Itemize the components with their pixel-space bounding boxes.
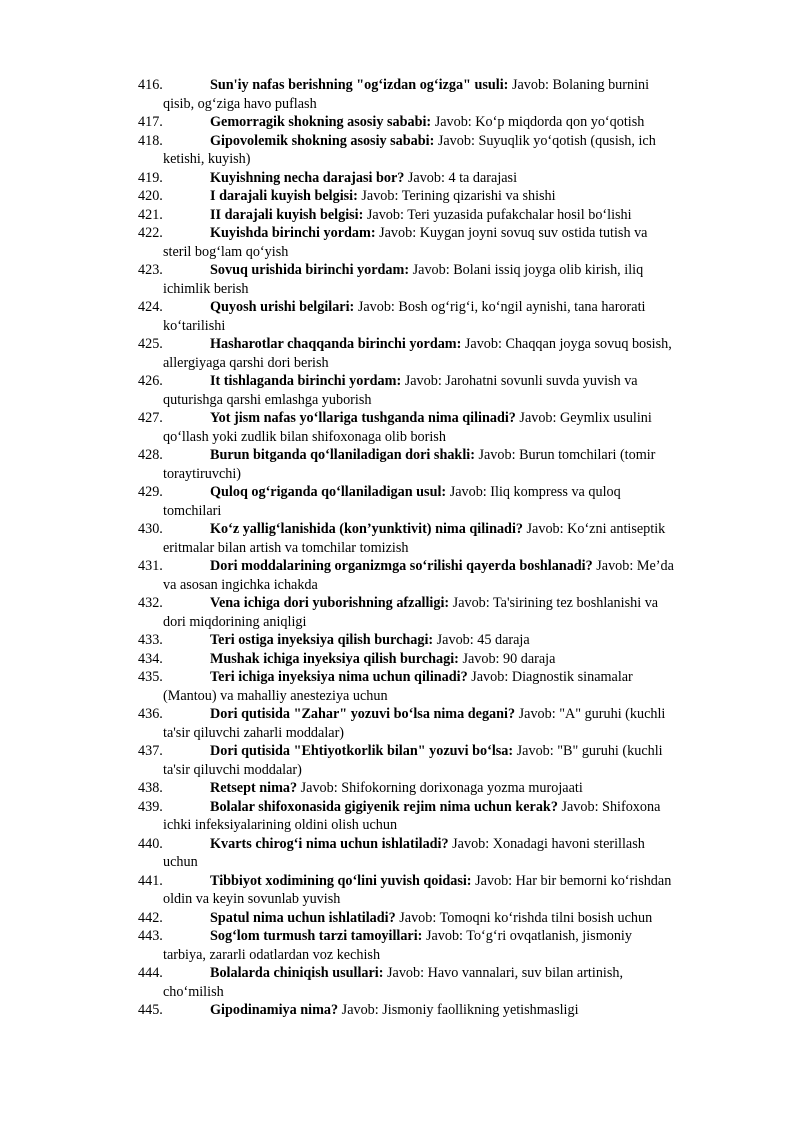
item-number: 436. — [138, 706, 163, 722]
item-number: 427. — [138, 410, 163, 426]
qa-item — [0, 187, 800, 206]
item-number: 430. — [138, 521, 163, 537]
answer-text: Javob: To‘g‘ri ovqatlanish, jismoniy — [425, 928, 632, 944]
answer-continuation: ichki infeksiyalarining oldini olish uchun — [163, 817, 398, 833]
answer-continuation: qo‘llash yoki zudlik bilan shifoxonaga olib borish — [163, 428, 446, 445]
question-text: Sun'iy nafas berishning "og‘izdan og‘izga" usuli: — [210, 77, 509, 93]
answer-text: Javob: Bolaning burnini — [511, 77, 650, 93]
qa-item-first-line — [0, 224, 800, 243]
qa-item-first-line — [0, 261, 800, 280]
qa-item — [0, 261, 800, 298]
item-number: 439. — [138, 798, 163, 815]
qa-item-first-line — [0, 409, 800, 428]
question-text: Tibbiyot xodimining qo‘lini yuvish qoidasi: — [210, 872, 472, 889]
answer-continuation: va asosan ingichka ichakda — [163, 576, 318, 593]
qa-item-first-line — [0, 668, 800, 687]
qa-item — [0, 132, 800, 169]
answer-continuation: ketishi, kuyish) — [163, 151, 251, 167]
qa-item-first-line — [0, 631, 800, 650]
answer-text: Javob: Ko‘zni antiseptik — [526, 521, 666, 537]
qa-item — [0, 1001, 800, 1020]
answer-text: Javob: Diagnostik sinamalar — [471, 669, 633, 685]
question-text: Burun bitganda qo‘llaniladigan dori shakli: — [210, 447, 475, 463]
question-text: Sog‘lom turmush tarzi tamoyillari: — [210, 928, 423, 944]
qa-item-first-line — [0, 206, 800, 225]
question-text: Spatul nima uchun ishlatiladi? — [210, 909, 396, 926]
item-number: 417. — [138, 114, 163, 130]
answer-continuation: steril bog‘lam qo‘yish — [163, 243, 289, 260]
question-text: Kvarts chirog‘i nima uchun ishlatiladi? — [210, 835, 449, 852]
answer-continuation: cho‘milish — [163, 983, 224, 1000]
answer-text: Javob: Havo vannalari, suv bilan artinish, — [387, 965, 624, 981]
qa-item-first-line — [0, 872, 800, 891]
answer-continuation: oldin va keyin sovunlab yuvish — [163, 891, 341, 907]
answer-continuation: allergiyaga qarshi dori berish — [163, 354, 329, 371]
answer-continuation: dori miqdorining aniqligi — [163, 613, 307, 630]
item-number: 432. — [138, 595, 163, 611]
qa-item-first-line — [0, 1001, 800, 1020]
item-number: 441. — [138, 872, 163, 889]
question-text: Ko‘z yallig‘lanishida (kon’yunktivit) nima qilinadi? — [210, 521, 523, 537]
question-text: I darajali kuyish belgisi: — [210, 188, 358, 204]
qa-item-first-line — [0, 76, 800, 95]
answer-text: Javob: Geymlix usulini — [519, 410, 652, 426]
qa-item-first-line — [0, 650, 800, 669]
qa-item-first-line — [0, 557, 800, 576]
question-text: Dori qutisida "Ehtiyotkorlik bilan" yozuvi bo‘lsa: — [210, 743, 514, 759]
answer-text: Javob: Kuygan joyni sovuq suv ostida tutish va — [379, 225, 648, 241]
qa-item-first-line — [0, 298, 800, 317]
answer-continuation: tarbiya, zararli odatlardan voz kechish — [163, 946, 381, 963]
answer-text: Javob: Teri yuzasida pufakchalar hosil bo‘lishi — [366, 206, 632, 223]
answer-text: Javob: Suyuqlik yo‘qotish (qusish, ich — [437, 132, 656, 149]
answer-continuation: eritmalar bilan artish va tomchilar tomizish — [163, 539, 409, 556]
answer-text: Javob: Terining qizarishi va shishi — [361, 188, 556, 204]
question-text: Quloq og‘riganda qo‘llaniladigan usul: — [210, 484, 447, 500]
question-text: II darajali kuyish belgisi: — [210, 206, 364, 223]
qa-item — [0, 483, 800, 520]
qa-item — [0, 594, 800, 631]
item-number: 424. — [138, 299, 163, 315]
item-number: 425. — [138, 336, 163, 352]
answer-text: Javob: Jismoniy faollikning yetishmasligi — [341, 1002, 579, 1018]
qa-item — [0, 335, 800, 372]
answer-continuation: (Mantou) va mahalliy anesteziya uchun — [163, 687, 388, 704]
answer-continuation: qisib, og‘ziga havo puflash — [163, 95, 317, 112]
item-number: 445. — [138, 1002, 163, 1018]
qa-item — [0, 298, 800, 335]
item-number: 418. — [138, 132, 163, 149]
answer-text: Javob: Shifokorning dorixonaga yozma murojaati — [300, 780, 583, 796]
answer-continuation: toraytiruvchi) — [163, 465, 242, 482]
question-text: Hasharotlar chaqqanda birinchi yordam: — [210, 336, 462, 352]
qa-item — [0, 909, 800, 928]
answer-text: Javob: Tomoqni ko‘rishda tilni bosish uchun — [399, 909, 653, 926]
answer-text: Javob: 90 daraja — [462, 650, 556, 667]
qa-item — [0, 76, 800, 113]
question-text: Dori moddalarining organizmga so‘rilishi qayerda boshlanadi? — [210, 558, 593, 574]
question-text: Sovuq urishida birinchi yordam: — [210, 262, 410, 278]
item-number: 421. — [138, 206, 163, 223]
qa-item — [0, 927, 800, 964]
item-number: 426. — [138, 373, 163, 389]
qa-item — [0, 206, 800, 225]
question-text: It tishlaganda birinchi yordam: — [210, 373, 402, 389]
qa-item-first-line — [0, 132, 800, 151]
qa-item-first-line — [0, 187, 800, 206]
qa-list — [0, 76, 800, 1020]
qa-item — [0, 169, 800, 188]
item-number: 423. — [138, 262, 163, 278]
item-number: 442. — [138, 909, 163, 926]
answer-text: Javob: "B" guruhi (kuchli — [516, 743, 663, 759]
qa-item-first-line — [0, 835, 800, 854]
answer-continuation: tomchilari — [163, 502, 222, 519]
answer-text: Javob: Jarohatni sovunli suvda yuvish va — [404, 373, 638, 389]
answer-continuation: quturishga qarshi emlashga yuborish — [163, 391, 372, 408]
qa-item-first-line — [0, 705, 800, 724]
answer-text: Javob: Shifoxona — [561, 798, 661, 815]
qa-item — [0, 372, 800, 409]
qa-item — [0, 872, 800, 909]
answer-text: Javob: Xonadagi havoni sterillash — [452, 835, 645, 852]
qa-item — [0, 113, 800, 132]
answer-text: Javob: Iliq kompress va quloq — [449, 484, 621, 500]
answer-text: Javob: Bosh og‘rig‘i, ko‘ngil aynishi, tana harorati — [357, 299, 646, 315]
question-text: Teri ichiga inyeksiya nima uchun qilinadi? — [210, 669, 468, 685]
question-text: Gipodinamiya nima? — [210, 1002, 339, 1018]
question-text: Dori qutisida "Zahar" yozuvi bo‘lsa nima degani? — [210, 706, 516, 722]
qa-item — [0, 964, 800, 1001]
item-number: 431. — [138, 558, 163, 574]
qa-item-first-line — [0, 798, 800, 817]
question-text: Kuyishda birinchi yordam: — [210, 225, 376, 241]
item-number: 434. — [138, 650, 163, 667]
qa-item — [0, 557, 800, 594]
qa-item-first-line — [0, 779, 800, 798]
item-number: 444. — [138, 965, 163, 981]
answer-continuation: ta'sir qiluvchi moddalar) — [163, 761, 302, 778]
answer-text: Javob: 45 daraja — [436, 632, 530, 648]
item-number: 440. — [138, 835, 163, 852]
question-text: Gipovolemik shokning asosiy sababi: — [210, 132, 435, 149]
answer-text: Javob: Me’da — [596, 558, 674, 574]
item-number: 437. — [138, 743, 163, 759]
question-text: Mushak ichiga inyeksiya qilish burchagi: — [210, 650, 459, 667]
answer-continuation: uchun — [163, 854, 198, 870]
qa-item-first-line — [0, 909, 800, 928]
qa-item — [0, 631, 800, 650]
answer-continuation: ko‘tarilishi — [163, 317, 226, 334]
qa-item-first-line — [0, 964, 800, 983]
item-number: 438. — [138, 780, 163, 796]
qa-item-first-line — [0, 335, 800, 354]
item-number: 443. — [138, 928, 163, 944]
item-number: 416. — [138, 77, 163, 93]
question-text: Vena ichiga dori yuborishning afzalligi: — [210, 595, 450, 611]
qa-item-first-line — [0, 520, 800, 539]
answer-continuation: ichimlik berish — [163, 280, 249, 297]
question-text: Quyosh urishi belgilari: — [210, 299, 355, 315]
qa-item-first-line — [0, 483, 800, 502]
qa-item — [0, 520, 800, 557]
question-text: Kuyishning necha darajasi bor? — [210, 169, 405, 186]
item-number: 419. — [138, 169, 163, 186]
answer-text: Javob: Har bir bemorni ko‘rishdan — [475, 872, 672, 889]
qa-item — [0, 779, 800, 798]
answer-text: Javob: Chaqqan joyga sovuq bosish, — [464, 336, 672, 352]
question-text: Gemorragik shokning asosiy sababi: — [210, 114, 432, 130]
qa-item — [0, 705, 800, 742]
question-text: Bolalar shifoxonasida gigiyenik rejim nima uchun kerak? — [210, 798, 558, 815]
qa-item-first-line — [0, 169, 800, 188]
answer-continuation: ta'sir qiluvchi zaharli moddalar) — [163, 724, 345, 741]
qa-item — [0, 835, 800, 872]
qa-item — [0, 224, 800, 261]
qa-item-first-line — [0, 742, 800, 761]
answer-text: Javob: 4 ta darajasi — [407, 169, 518, 186]
item-number: 422. — [138, 225, 163, 241]
qa-item — [0, 409, 800, 446]
answer-text: Javob: "A" guruhi (kuchli — [518, 706, 666, 722]
item-number: 433. — [138, 632, 163, 648]
question-text: Retsept nima? — [210, 780, 298, 796]
qa-item-first-line — [0, 113, 800, 132]
answer-text: Javob: Ta'sirining tez boshlanishi va — [452, 595, 659, 611]
qa-item-first-line — [0, 594, 800, 613]
item-number: 435. — [138, 669, 163, 685]
answer-text: Javob: Burun tomchilari (tomir — [478, 447, 656, 463]
question-text: Yot jism nafas yo‘llariga tushganda nima qilinadi? — [210, 410, 516, 426]
qa-item — [0, 668, 800, 705]
answer-text: Javob: Bolani issiq joyga olib kirish, iliq — [412, 262, 644, 278]
item-number: 420. — [138, 188, 163, 204]
item-number: 428. — [138, 447, 163, 463]
qa-item-first-line — [0, 446, 800, 465]
qa-item-first-line — [0, 927, 800, 946]
item-number: 429. — [138, 484, 163, 500]
qa-item-first-line — [0, 372, 800, 391]
qa-item — [0, 742, 800, 779]
qa-item — [0, 446, 800, 483]
question-text: Bolalarda chiniqish usullari: — [210, 965, 384, 981]
question-text: Teri ostiga inyeksiya qilish burchagi: — [210, 632, 434, 648]
qa-item — [0, 798, 800, 835]
qa-item — [0, 650, 800, 669]
answer-text: Javob: Ko‘p miqdorda qon yo‘qotish — [434, 114, 645, 130]
